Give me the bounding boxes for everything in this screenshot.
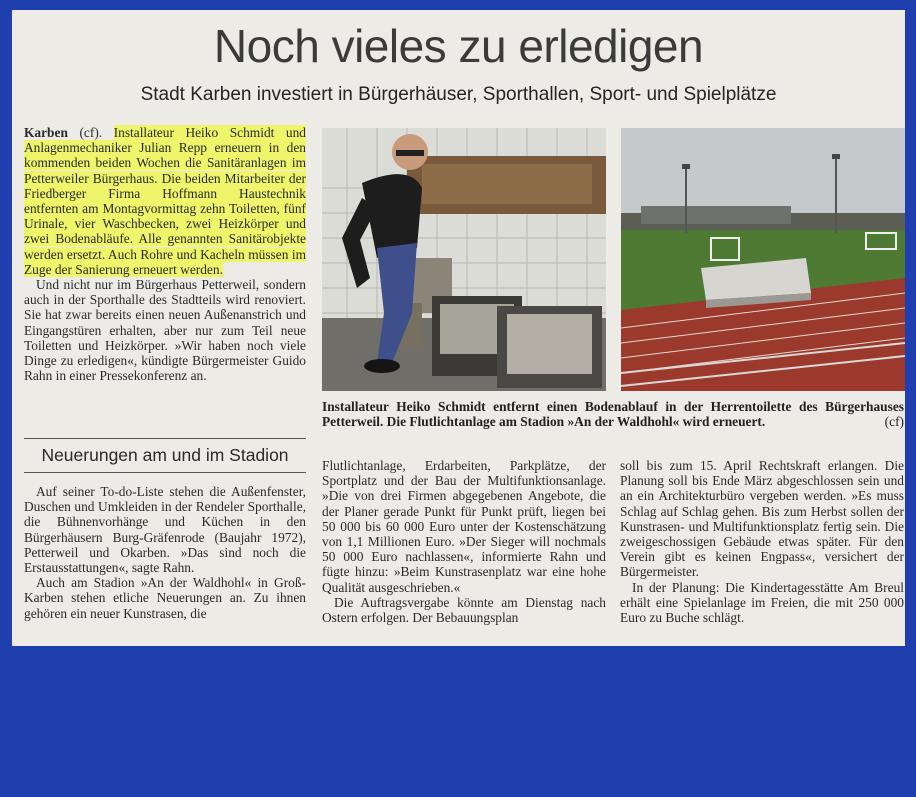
caption-text: Installateur Heiko Schmidt entfernt einen Bodenablauf in der Herrentoilette des Bürgerhauses Petterweil. Die Flutlichtanlage am Stadion »An der Waldhohl« wird erneuert.	[322, 399, 904, 430]
dateline: Karben	[24, 125, 68, 140]
dateline-source: (cf).	[67, 125, 114, 140]
section-rule-top	[24, 438, 306, 439]
paragraph: Auf seiner To-do-Liste stehen die Außenfenster, Duschen und Umkleiden in der Rendeler Sporthalle, die Bühnenvorhänge und Küchen in den Bürgerhäusern Burg-Gräfenrode (Baujahr 1972), Petterweil und Okarben. »Das sind noch die Erstausstattungen«, sagte Rahn.	[24, 484, 306, 576]
column-3	[620, 458, 904, 625]
paragraph-intro	[24, 125, 306, 277]
paragraph: soll bis zum 15. April Rechtskraft erlangen. Die Planung soll bis Ende März abgeschlossen sein und an ein Architekturbüro vergeben werden. »Es muss Schlag auf Schlag gehen. Bis zum Herbst sollen der Kunstrasen- und Multifunktionsplatz fertig sein. Die zweigeschossigen Gebäude etwas später. Für den Verein gibt es keinen Engpass«, versichert der Bürgermeister.	[620, 458, 904, 580]
photo-stadium	[621, 128, 905, 391]
paragraph: Die Auftragsvergabe könnte am Dienstag nach Ostern erfolgen. Der Bebauungsplan	[322, 594, 606, 626]
paragraph: Und nicht nur im Bürgerhaus Petterweil, sondern auch in der Sporthalle des Stadtteils wird renoviert. Sie hat zwar bereits einen neuen Außenanstrich und Eingangstüren erhalten, aber nur zum Teil neue Toiletten und Heizkörper. »Wir haben noch viele Dinge zu erledigen«, kündigte Bürgermeister Guido Rahn in einer Pressekonferenz an.	[24, 277, 306, 384]
highlighted-text: Installateur Heiko Schmidt und Anlagenmechaniker Julian Repp erneuern in den kommenden beiden Wochen die Sanitäranlagen im Petterweiler Bürgerhaus. Die beiden Mitarbeiter der Friedberger Firma Hoffmann Haustechnik entfernten am Montagvormittag zehn Toiletten, fünf Urinale, vier Waschbecken, zwei Heizkörper und zwei Bodenabläufe. Alle genannten Sanitärobjekte werden ersetzt. Auch Rohre und Kacheln müssen im Zuge der Sanierung erneuert werden.	[24, 125, 306, 277]
column-1-continued	[24, 484, 306, 621]
paragraph: Flutlichtanlage, Erdarbeiten, Parkplätze, der Sportplatz und der Bau der Multifunktionsanlage. »Die von drei Firmen abgegebenen Angebote, die der Planer gerade Punkt für Punkt prüft, liegen bei 50 000 bis 60 000 Euro unter der Kostenschätzung von 1,1 Millionen Euro. »Der Sieger will nochmals 50 000 Euro nachlassen«, informierte Rahn und fügte hinzu: »Beim Kunstrasenplatz war eine hohe Qualität ausgeschrieben.«	[322, 458, 606, 595]
column-1	[24, 125, 306, 383]
newspaper-clipping	[12, 10, 905, 646]
column-2	[322, 458, 606, 625]
photo-installer	[322, 128, 606, 391]
section-heading: Neuerungen am und im Stadion	[41, 445, 289, 465]
headline: Noch vieles zu erledigen	[213, 20, 704, 72]
caption-credit: (cf)	[884, 414, 904, 430]
paragraph: Auch am Stadion »An der Waldhohl« in Groß-Karben stehen etliche Neuerungen an. Zu ihnen gehören ein neuer Kunstrasen, die	[24, 575, 306, 621]
photo-caption	[322, 399, 904, 430]
subheadline: Stadt Karben investiert in Bürgerhäuser, Sporthallen, Sport- und Spielplätze	[140, 84, 777, 105]
paragraph: In der Planung: Die Kindertagesstätte Am Breul erhält eine Spielanlage im Freien, die mit 250 000 Euro zu Buche schlägt.	[620, 579, 904, 626]
section-rule-bottom	[24, 472, 306, 473]
